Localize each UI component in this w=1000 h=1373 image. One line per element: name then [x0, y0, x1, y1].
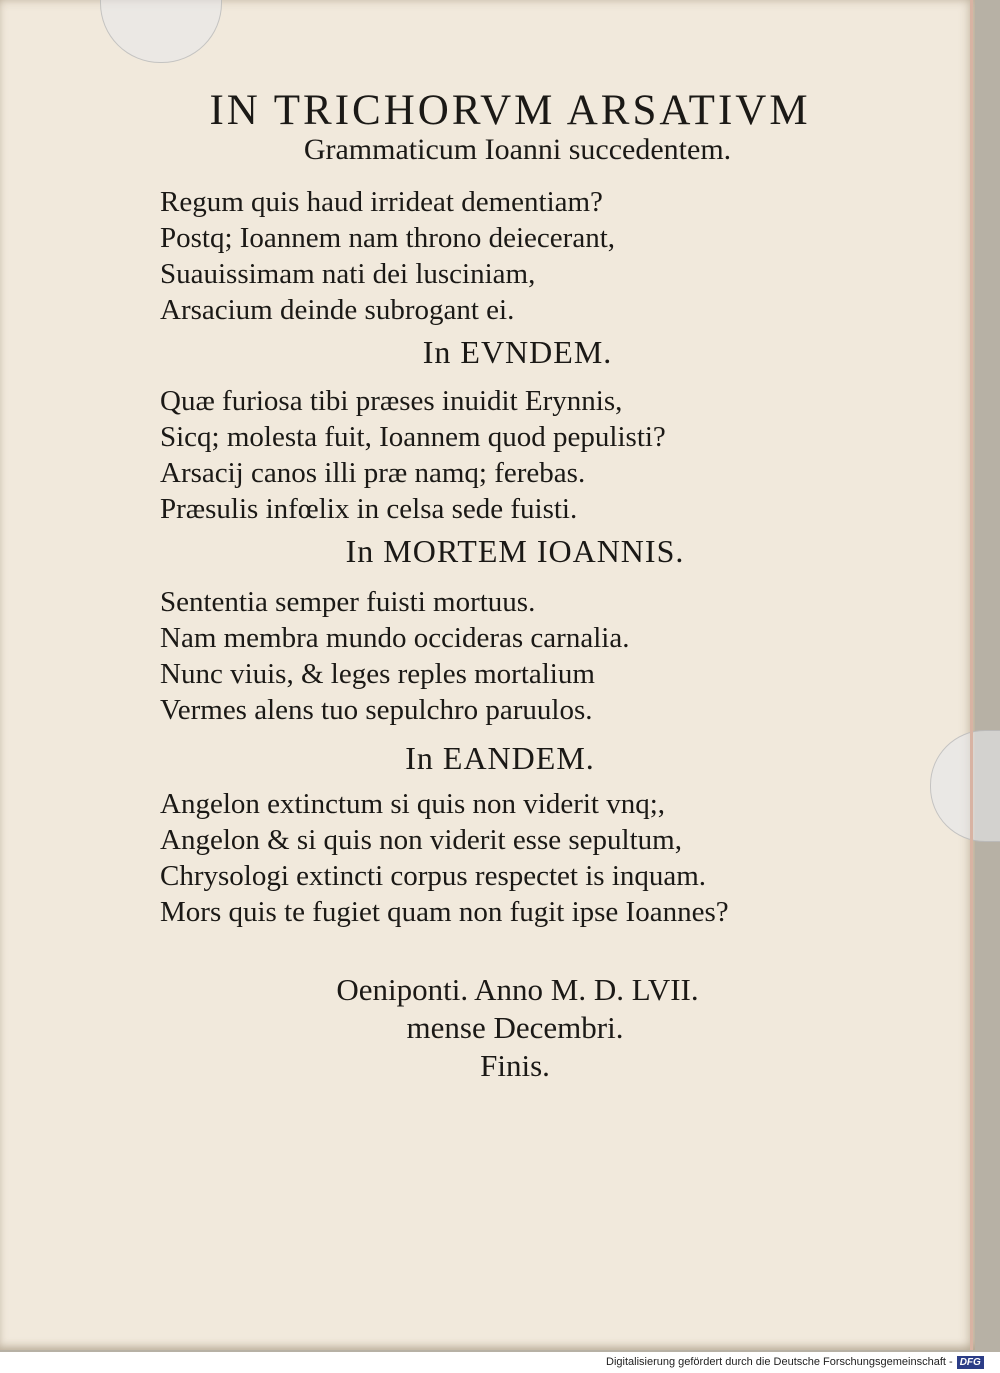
verse-line: Sententia semper fuisti mortuus.	[160, 586, 536, 618]
verse-line: Angelon extinctum si quis non viderit vnq;,	[160, 788, 666, 820]
verse-line: Regum quis haud irrideat dementiam?	[160, 186, 603, 218]
verse-stanza-1	[160, 184, 615, 328]
page-subtitle: Grammaticum Ioanni succedentem.	[303, 133, 732, 166]
section-heading: In EANDEM.	[405, 740, 595, 776]
section-heading: In MORTEM IOANNIS.	[345, 533, 685, 569]
verse-line: Chrysologi extincti corpus respectet is inquam.	[160, 860, 707, 892]
verse-line: Angelon & si quis non viderit esse sepultum,	[160, 824, 682, 856]
verse-line: Vermes alens tuo sepulchro paruulos.	[160, 694, 593, 726]
colophon-line: mense Decembri.	[406, 1010, 624, 1045]
verse-line: Quæ furiosa tibi præses inuidit Erynnis,	[160, 385, 623, 417]
verse-line: Præsulis infœlix in celsa sede fuisti.	[160, 493, 578, 525]
section-heading: In EVNDEM.	[422, 334, 613, 370]
verse-line: Postq; Ioannem nam throno deiecerant,	[160, 222, 616, 254]
verse-line: Nam membra mundo occideras carnalia.	[160, 622, 630, 654]
credit-text: Digitalisierung gefördert durch die Deutsche Forschungsgemeinschaft -	[606, 1356, 953, 1368]
page-title: IN TRICHORVM ARSATIVM	[209, 87, 811, 134]
colophon-line: Oeniponti. Anno M. D. LVII.	[336, 972, 699, 1007]
verse-line: Arsacij canos illi præ namq; ferebas.	[160, 457, 586, 489]
verse-stanza-3	[160, 584, 629, 728]
colophon-line: Finis.	[480, 1048, 550, 1083]
verse-line: Suauissimam nati dei lusciniam,	[160, 258, 536, 290]
verse-stanza-2	[160, 383, 666, 527]
digitization-credit	[606, 1354, 984, 1370]
verse-stanza-4	[160, 786, 729, 930]
verse-line: Sicq; molesta fuit, Ioannem quod pepulisti?	[160, 421, 666, 453]
page-clip-top	[100, 0, 222, 63]
dfg-logo: DFG	[957, 1356, 984, 1369]
verse-line: Mors quis te fugiet quam non fugit ipse Ioannes?	[160, 896, 729, 928]
verse-line: Arsacium deinde subrogant ei.	[160, 294, 515, 326]
verse-line: Nunc viuis, & leges reples mortalium	[160, 658, 595, 690]
